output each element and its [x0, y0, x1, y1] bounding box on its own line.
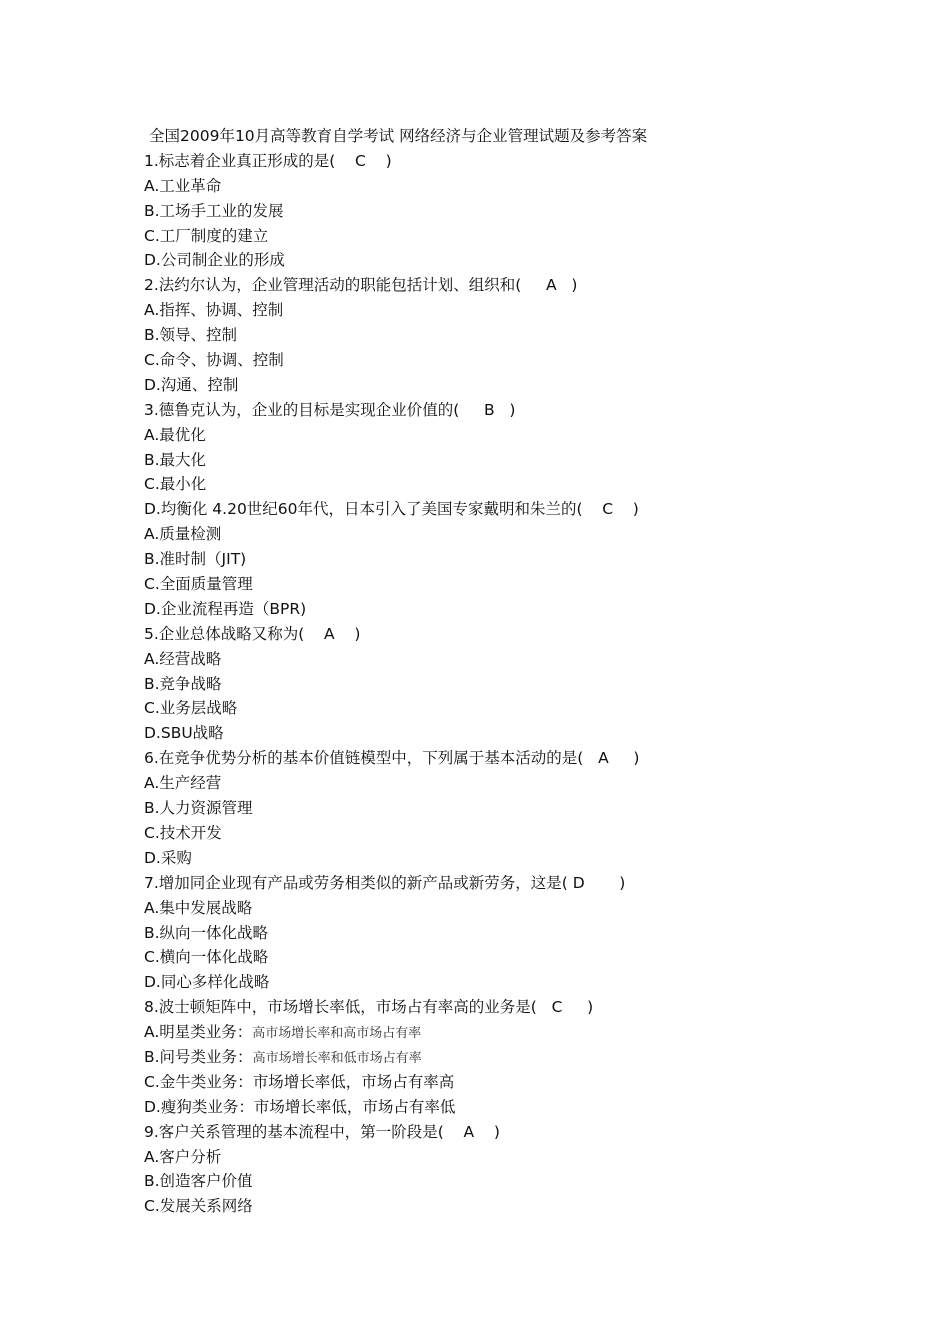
- option-line: [144, 970, 844, 995]
- line-text: A.指挥、协调、控制: [144, 301, 284, 320]
- line-text: B.工场手工业的发展: [144, 201, 284, 220]
- option-line: [144, 423, 844, 448]
- line-text: 3.德鲁克认为，企业的目标是实现企业价值的( B ): [144, 400, 516, 419]
- question-line: [144, 1120, 844, 1145]
- line-text: D.均衡化 4.20世纪60年代，日本引入了美国专家戴明和朱兰的( C ): [144, 500, 639, 519]
- line-note: 高市场增长率和高市场占有率: [252, 1026, 422, 1042]
- line-text: D.同心多样化战略: [144, 973, 270, 992]
- option-line: [144, 672, 844, 697]
- line-note: 高市场增长率和低市场占有率: [252, 1050, 422, 1066]
- line-text: C.命令、协调、控制: [144, 351, 284, 370]
- option-line: [144, 373, 844, 398]
- option-line: [144, 497, 844, 522]
- option-line: [144, 348, 844, 373]
- line-text: 6.在竞争优势分析的基本价值链模型中，下列属于基本活动的是( A ): [144, 749, 640, 768]
- line-text: A.质量检测: [144, 525, 222, 544]
- line-text: C.技术开发: [144, 823, 222, 842]
- line-text: D.公司制企业的形成: [144, 251, 285, 270]
- question-line: [144, 871, 844, 896]
- line-text: A.集中发展战略: [144, 898, 253, 917]
- option-line: [144, 472, 844, 497]
- line-text: B.创造客户价值: [144, 1172, 253, 1191]
- option-line: [144, 721, 844, 746]
- line-text: 2.法约尔认为，企业管理活动的职能包括计划、组织和( A ): [144, 276, 578, 295]
- question-line: [144, 622, 844, 647]
- option-line: [144, 1194, 844, 1219]
- option-line: [144, 597, 844, 622]
- option-line: [144, 821, 844, 846]
- line-text: B.领导、控制: [144, 326, 238, 345]
- line-text: C.发展关系网络: [144, 1197, 253, 1216]
- option-line: [144, 572, 844, 597]
- option-line: [144, 522, 844, 547]
- option-line: [144, 945, 844, 970]
- question-list: [144, 149, 844, 1219]
- line-text: A.最优化: [144, 425, 206, 444]
- option-line: [144, 448, 844, 473]
- line-text: B.人力资源管理: [144, 799, 253, 818]
- option-line: [144, 921, 844, 946]
- line-text: D.沟通、控制: [144, 375, 239, 394]
- line-text: 9.客户关系管理的基本流程中，第一阶段是( A ): [144, 1122, 500, 1141]
- option-line: [144, 796, 844, 821]
- line-text: B.准时制（JIT): [144, 550, 247, 569]
- line-text: C.金牛类业务：市场增长率低，市场占有率高: [144, 1072, 455, 1091]
- line-text: C.工厂制度的建立: [144, 226, 269, 245]
- option-line: [144, 298, 844, 323]
- line-text: D.瘦狗类业务：市场增长率低，市场占有率低: [144, 1097, 456, 1116]
- line-text: A.客户分析: [144, 1147, 222, 1166]
- line-text: A.工业革命: [144, 176, 222, 195]
- line-text: 5.企业总体战略又称为( A ): [144, 624, 361, 643]
- option-line: [144, 896, 844, 921]
- option-line: [144, 174, 844, 199]
- option-line: [144, 771, 844, 796]
- question-line: [144, 746, 844, 771]
- option-line: [144, 846, 844, 871]
- option-line: [144, 1145, 844, 1170]
- option-line: [144, 696, 844, 721]
- line-text: C.全面质量管理: [144, 575, 253, 594]
- option-line: [144, 199, 844, 224]
- line-text: A.生产经营: [144, 774, 222, 793]
- line-text: D.SBU战略: [144, 724, 224, 743]
- line-text: D.企业流程再造（BPR): [144, 599, 307, 618]
- line-text: B.问号类业务：: [144, 1047, 253, 1066]
- line-text: B.最大化: [144, 450, 207, 469]
- option-line: [144, 547, 844, 572]
- line-text: 1.标志着企业真正形成的是( C ): [144, 151, 392, 170]
- question-line: [144, 995, 844, 1020]
- option-line: [144, 1020, 844, 1045]
- line-text: B.纵向一体化战略: [144, 923, 269, 942]
- question-line: [144, 273, 844, 298]
- line-text: A.明星类业务：: [144, 1023, 253, 1042]
- option-line: [144, 1095, 844, 1120]
- document-body: [144, 124, 844, 1219]
- question-line: [144, 149, 844, 174]
- option-line: [144, 647, 844, 672]
- document-title: 全国2009年10月高等教育自学考试 网络经济与企业管理试题及参考答案: [149, 127, 648, 145]
- option-line: [144, 248, 844, 273]
- option-line: [144, 224, 844, 249]
- line-text: C.业务层战略: [144, 699, 238, 718]
- line-text: 8.波士顿矩阵中，市场增长率低，市场占有率高的业务是( C ): [144, 998, 594, 1017]
- line-text: A.经营战略: [144, 649, 222, 668]
- line-text: C.横向一体化战略: [144, 948, 269, 967]
- question-line: [144, 398, 844, 423]
- line-text: D.采购: [144, 848, 192, 867]
- line-text: B.竞争战略: [144, 674, 222, 693]
- option-line: [144, 1169, 844, 1194]
- line-text: C.最小化: [144, 475, 207, 494]
- option-line: [144, 323, 844, 348]
- option-line: [144, 1070, 844, 1095]
- option-line: [144, 1045, 844, 1070]
- line-text: 7.增加同企业现有产品或劳务相类似的新产品或新劳务，这是( D ): [144, 873, 626, 892]
